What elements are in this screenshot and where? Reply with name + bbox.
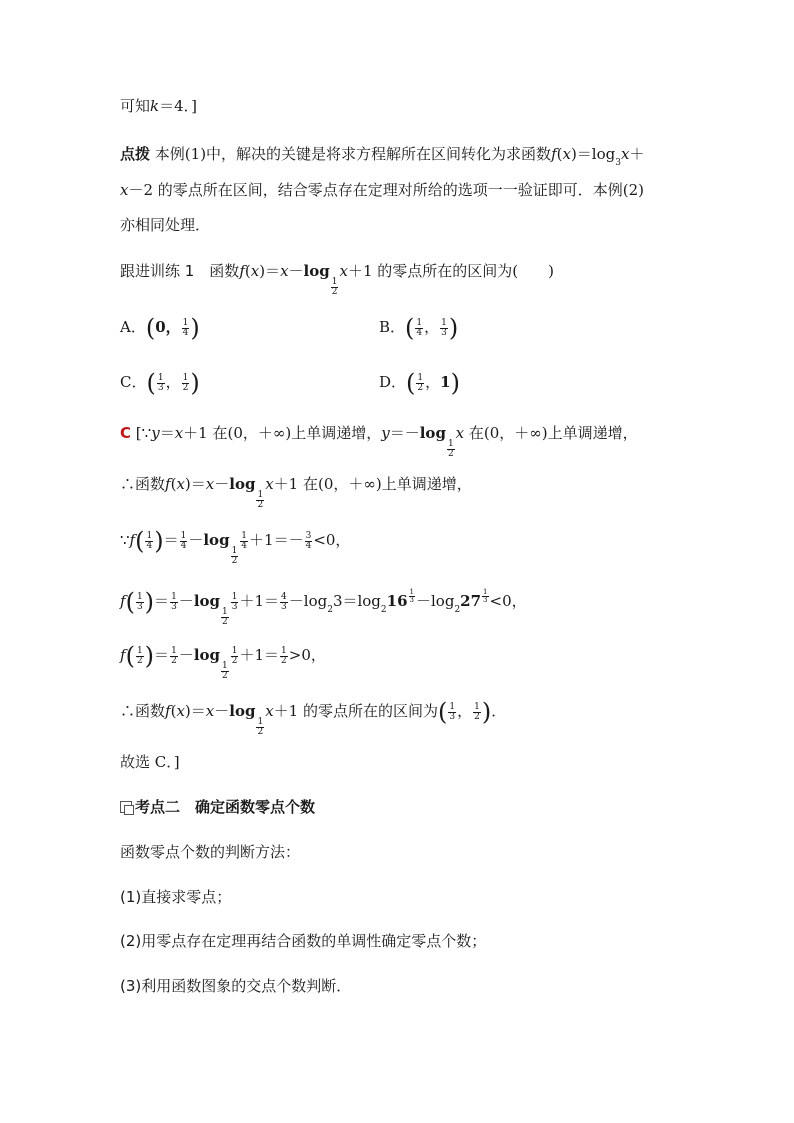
- numerator: 1: [441, 317, 447, 328]
- text: )＝: [184, 702, 206, 720]
- numerator: 1: [180, 530, 187, 541]
- denominator: 2: [281, 655, 287, 666]
- paren-open: (: [405, 314, 415, 342]
- text: ＋1＝: [239, 592, 280, 610]
- tip-line-1: [120, 144, 644, 173]
- numerator: 1: [136, 591, 143, 602]
- text: ＋1 在(0，＋∞)上单调递增，: [183, 424, 382, 442]
- text: ＋1 的零点所在的区间为( ): [347, 262, 554, 280]
- text: －: [178, 646, 194, 664]
- option-label: D．: [379, 373, 407, 391]
- paren-close: ): [144, 588, 155, 616]
- log-base-fraction: [256, 718, 264, 737]
- log-text: log: [193, 646, 221, 664]
- var: f: [120, 646, 126, 664]
- fraction: [145, 532, 153, 551]
- number: 16: [386, 592, 408, 610]
- denominator: 3: [231, 601, 238, 612]
- text: 本例(1)中，解决的关键是将求方程解所在区间转化为求函数: [154, 145, 552, 163]
- text: ＝－: [389, 424, 420, 442]
- denominator: 2: [182, 382, 189, 393]
- denominator: 3: [136, 601, 143, 612]
- text: ＝: [159, 424, 175, 442]
- method-3: [120, 976, 351, 996]
- denominator: 4: [241, 540, 248, 551]
- fraction: [182, 319, 190, 338]
- numerator: 1: [136, 645, 143, 656]
- text: (2)用零点存在定理再结合函数的单调性确定零点个数；: [120, 932, 487, 950]
- log-base-fraction: [231, 547, 239, 566]
- denominator: 3: [449, 711, 456, 722]
- denominator: 2: [171, 655, 177, 666]
- fraction: [440, 319, 448, 338]
- text: 1: [440, 373, 451, 391]
- exercise-label: 跟进训练 1 函数: [120, 262, 240, 280]
- fraction: [231, 647, 239, 666]
- denominator: 3: [409, 596, 414, 604]
- line-conclusion: [120, 96, 197, 116]
- var: x: [205, 475, 215, 493]
- solution-line-4: f( $\frac{1}{3}$ )＝ $\frac{1}{3}$ －log $\frac{1}{2}$ $\frac{1}{3}$ ＋1＝ $\frac{4}{3}$ $-\log_23=\log_216$ $\frac{1}{3}$ $-\log_227$ $\frac{1}{3}$ <0，: [120, 588, 527, 627]
- fraction: [416, 374, 424, 393]
- fraction: [473, 703, 481, 722]
- denominator: 4: [182, 327, 189, 338]
- text: (: [244, 262, 251, 280]
- text: ∴函数: [120, 475, 166, 493]
- option-label: A．: [120, 318, 146, 336]
- text: (1)直接求零点；: [120, 888, 232, 906]
- fraction: [448, 703, 456, 722]
- solution-line-2: [120, 474, 472, 510]
- exponent-fraction: [409, 589, 415, 604]
- text: 亦相同处理．: [120, 216, 211, 234]
- paren-close: ): [448, 314, 459, 342]
- log-base-fraction: [221, 662, 229, 681]
- paren-open: (: [406, 369, 416, 397]
- text: －: [178, 592, 194, 610]
- var: x: [205, 702, 215, 720]
- text: ＋1＝: [239, 646, 280, 664]
- denominator: 2: [331, 287, 338, 297]
- var: f: [120, 592, 126, 610]
- text: －log: [288, 592, 328, 610]
- log-base-fraction: [447, 440, 455, 459]
- denominator: 2: [222, 671, 228, 681]
- text: <0，: [313, 531, 351, 549]
- paren-close: ): [190, 369, 200, 397]
- text: －: [188, 531, 204, 549]
- denominator: 2: [231, 556, 238, 566]
- paren-open: (: [437, 698, 448, 726]
- numerator: 1: [231, 591, 238, 602]
- var: y: [151, 424, 160, 442]
- log-text: log: [303, 262, 330, 280]
- text: 故选 C．]: [120, 753, 180, 771]
- paren-open: (: [145, 314, 156, 342]
- denominator: 2: [136, 655, 143, 666]
- text: －: [214, 702, 230, 720]
- text: )＝: [259, 262, 281, 280]
- method-1: [120, 887, 231, 907]
- option-b[interactable]: B．( $\frac{1}{4}$ ， $\frac{1}{3}$ ): [379, 314, 459, 342]
- numerator: 1: [182, 372, 189, 383]
- text: ＋: [629, 145, 645, 163]
- fraction: [170, 593, 178, 612]
- text: 0，: [155, 318, 181, 336]
- option-label: C．: [120, 373, 147, 391]
- fraction: [231, 593, 239, 612]
- denominator: 3: [157, 382, 164, 393]
- numerator: 1: [417, 372, 424, 383]
- text: ＝4．]: [159, 97, 198, 115]
- solution-line-6: ∴函数f(x)＝x－log $\frac{1}{2}$ x＋1 的零点所在的区间为( $\frac{1}{3}$ ， $\frac{1}{2}$ )．: [120, 698, 507, 737]
- var: x: [250, 262, 260, 280]
- var: f: [165, 475, 171, 493]
- solution-line-5: f( $\frac{1}{2}$ )＝ $\frac{1}{2}$ －log $\frac{1}{2}$ $\frac{1}{2}$ ＋1＝ $\frac{1}{2}$ >0，: [120, 642, 326, 681]
- text: ∴函数: [120, 702, 166, 720]
- fraction: [136, 647, 144, 666]
- solution-line-7: [120, 752, 180, 772]
- denominator: 3: [483, 596, 488, 604]
- section-heading: [120, 797, 315, 817]
- subscript: 2: [380, 605, 387, 615]
- numerator: 1: [231, 645, 238, 656]
- log-text: log: [419, 424, 446, 442]
- numerator: 1: [171, 645, 177, 656]
- numerator: 1: [331, 277, 338, 287]
- paren-close: ): [144, 642, 155, 670]
- exercise-stem: [120, 261, 554, 297]
- denominator: 3: [281, 601, 287, 612]
- denominator: 4: [416, 327, 423, 338]
- denominator: 3: [441, 327, 447, 338]
- paren-open: (: [125, 588, 135, 616]
- tip-line-2: [120, 180, 644, 200]
- denominator: 4: [180, 540, 187, 551]
- fraction: [240, 532, 248, 551]
- fraction: $\frac{3}{4}$: [305, 530, 312, 551]
- option-a[interactable]: [120, 314, 200, 342]
- denominator: 2: [474, 711, 480, 722]
- fraction: [157, 374, 165, 393]
- var: x: [620, 145, 630, 163]
- numerator: 1: [416, 317, 423, 328]
- numerator: 1: [146, 530, 153, 541]
- denominator: 2: [417, 382, 424, 393]
- subscript: 2: [327, 605, 333, 615]
- var: f: [551, 145, 557, 163]
- text: ＋1 在(0，＋∞)上单调递增，: [273, 475, 472, 493]
- answer-letter: C: [120, 424, 132, 442]
- paren-close: ): [481, 698, 492, 726]
- denominator: 2: [231, 655, 238, 666]
- text: )＝: [184, 475, 206, 493]
- text: －log: [416, 592, 455, 610]
- text: －: [214, 475, 230, 493]
- paren-close: ): [154, 527, 164, 555]
- fraction: $\frac{4}{3}$: [281, 591, 287, 612]
- numerator: 1: [257, 490, 264, 500]
- var: x: [562, 145, 571, 163]
- solution-line-3: ∵f( $\frac{1}{4}$ )＝ $\frac{1}{4}$ －log $\frac{1}{2}$ $\frac{1}{4}$ ＋1＝－ $\frac{3}{4}$ <0，: [120, 527, 351, 566]
- paren-open: (: [135, 527, 145, 555]
- number: 27: [460, 592, 482, 610]
- denominator: 2: [222, 617, 228, 627]
- fraction: [170, 647, 178, 666]
- denominator: 3: [171, 601, 177, 612]
- subscript: 2: [454, 605, 461, 615]
- tip-line-3: [120, 215, 210, 235]
- fraction: [136, 593, 144, 612]
- log-base-fraction: [331, 278, 339, 297]
- section-title: 考点二 确定函数零点个数: [135, 798, 316, 816]
- log-base-fraction: [221, 608, 229, 627]
- var: x: [265, 475, 274, 493]
- text: 函数零点个数的判断方法：: [120, 843, 301, 861]
- fraction: [182, 374, 190, 393]
- denominator: 4: [305, 540, 312, 551]
- text: －2 的零点所在区间，结合零点存在定理对所给的选项一一验证即可．本例(2): [128, 181, 645, 199]
- numerator: 1: [241, 530, 248, 541]
- numerator: 1: [409, 588, 414, 596]
- subscript: 3: [615, 158, 621, 168]
- section-icon: [120, 801, 132, 813]
- denominator: 2: [447, 449, 454, 459]
- log-text: log: [193, 592, 221, 610]
- text: －: [288, 262, 304, 280]
- text: 在(0，＋∞)上单调递增，: [464, 424, 638, 442]
- fraction: [180, 532, 188, 551]
- numerator: 1: [222, 607, 228, 617]
- var: x: [176, 702, 185, 720]
- option-label: B．: [379, 318, 406, 336]
- denominator: 2: [257, 500, 264, 510]
- text: 可知: [120, 97, 151, 115]
- text: (: [556, 145, 563, 163]
- var: y: [381, 424, 390, 442]
- paren-close: ): [190, 314, 200, 342]
- text: >0，: [288, 646, 326, 664]
- numerator: 1: [171, 591, 177, 602]
- paren-open: (: [146, 369, 156, 397]
- numerator: 1: [257, 717, 264, 727]
- tip-label: 点拨: [120, 145, 151, 163]
- log-text: log: [229, 475, 256, 493]
- numerator: 1: [474, 701, 480, 712]
- var: x: [174, 424, 184, 442]
- text: [∵: [135, 424, 152, 442]
- log-text: log: [203, 531, 230, 549]
- var: x: [280, 262, 289, 280]
- text: (: [170, 702, 177, 720]
- paren-close: ): [450, 369, 460, 397]
- text: )＝log: [570, 145, 616, 163]
- text: ∵: [120, 531, 130, 549]
- text: 3＝log: [332, 592, 381, 610]
- numerator: 1: [182, 317, 189, 328]
- text: (3)利用函数图象的交点个数判断．: [120, 977, 352, 995]
- fraction: [280, 647, 288, 666]
- log-text: log: [229, 702, 256, 720]
- var: f: [165, 702, 171, 720]
- denominator: 4: [146, 540, 153, 551]
- method-2: [120, 931, 486, 951]
- numerator: 1: [449, 701, 456, 712]
- option-d[interactable]: D．( $\frac{1}{2}$ ，1): [379, 369, 460, 397]
- var-k: k: [150, 97, 160, 115]
- exponent-fraction: [482, 589, 488, 604]
- var: x: [339, 262, 348, 280]
- solution-line-1: [120, 423, 638, 459]
- text: ＋1 的零点所在的区间为: [273, 702, 438, 720]
- method-intro: [120, 842, 300, 862]
- var: f: [129, 531, 136, 549]
- paren-open: (: [125, 642, 135, 670]
- numerator: 1: [447, 439, 454, 449]
- var: x: [120, 181, 129, 199]
- numerator: 1: [231, 546, 238, 556]
- text: <0，: [489, 592, 527, 610]
- numerator: 1: [483, 588, 488, 596]
- numerator: 1: [281, 645, 287, 656]
- log-base-fraction: [256, 491, 264, 510]
- var: x: [265, 702, 274, 720]
- numerator: 1: [157, 372, 164, 383]
- text: ＋1＝－: [249, 531, 304, 549]
- var: x: [176, 475, 185, 493]
- var: x: [455, 424, 465, 442]
- denominator: 2: [257, 727, 264, 737]
- text: (: [170, 475, 177, 493]
- text: ．: [491, 702, 507, 720]
- var: f: [239, 262, 245, 280]
- option-c[interactable]: C．( $\frac{1}{3}$ ， $\frac{1}{2}$ ): [120, 369, 200, 397]
- fraction: [415, 319, 423, 338]
- numerator: 1: [222, 661, 228, 671]
